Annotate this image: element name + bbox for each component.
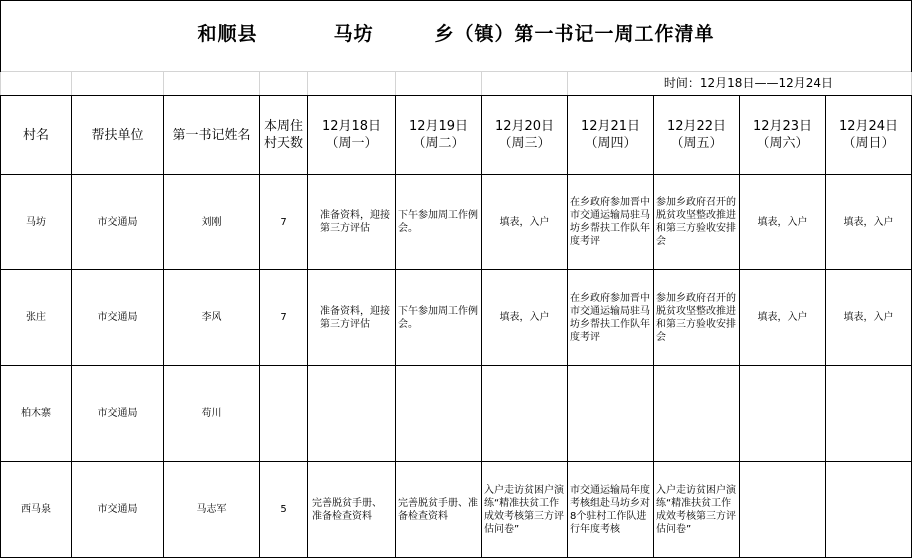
day-5-cell: [654, 175, 740, 270]
day-4-text: 在乡政府参加晋中市交通运输局驻马坊乡帮扶工作队年度考评: [570, 292, 650, 343]
header-day-6: [740, 96, 826, 175]
day-4-cell: [568, 270, 654, 366]
spacer-cell: [482, 72, 568, 96]
title-cell: [1, 1, 912, 72]
spacer-cell: [396, 72, 482, 96]
header-day-5: [654, 96, 740, 175]
day-4-cell: [568, 175, 654, 270]
day-1-text: 完善脱贫手册、准备检查资料: [312, 497, 382, 522]
unit-cell: 市交通局: [72, 175, 164, 270]
sheet-title: 和顺县 马坊 乡（镇）第一书记一周工作清单: [197, 23, 715, 45]
header-text: （周三）: [498, 136, 551, 151]
unit-cell: 市交通局: [72, 366, 164, 462]
spacer-cell: [164, 72, 260, 96]
days-cell: 5: [260, 462, 308, 558]
day-2-text: 完善脱贫手册、准备检查资料: [398, 497, 478, 522]
day-2-cell: [396, 175, 482, 270]
table-row: [1, 366, 912, 462]
header-days: [260, 96, 308, 175]
header-text: 12月21日: [580, 119, 641, 134]
day-1-cell: [308, 366, 396, 462]
village-cell: 张庄: [1, 270, 72, 366]
header-unit: [72, 96, 164, 175]
day-1-text: 准备资料，迎接第三方评估: [320, 305, 390, 330]
day-1-text: 准备资料，迎接第三方评估: [320, 210, 390, 234]
day-3-text: 入户走访贫困户演练“精准扶贫工作成效考核第三方评估问卷”: [484, 484, 564, 535]
header-text: 12月22日: [666, 119, 727, 134]
day-2-cell: [396, 366, 482, 462]
spacer-cell: [260, 72, 308, 96]
day-5-text: 参加乡政府召开的脱贫攻坚整改推进和第三方验收安排会: [656, 197, 736, 247]
day-4-text: 市交通运输局年度考核组赴马坊乡对8个驻村工作队进行年度考核: [570, 484, 650, 535]
day-4-text: 在乡政府参加晋中市交通运输局驻马坊乡帮扶工作队年度考评: [570, 197, 650, 247]
day-5-text: 参加乡政府召开的脱贫攻坚整改推进和第三方验收安排会: [656, 292, 736, 343]
day-2-cell: [396, 270, 482, 366]
day-5-cell: [654, 366, 740, 462]
header-text: 12月20日: [494, 119, 555, 134]
header-text: 12月24日: [838, 119, 899, 134]
day-6-cell: 填表，入户: [740, 270, 826, 366]
village-cell: 西马泉: [1, 462, 72, 558]
header-text: 第一书记姓名: [172, 127, 251, 143]
time-range: 时间：12月18日——12月24日: [663, 76, 833, 90]
day-2-text: 下午参加周工作例会。: [398, 210, 478, 234]
day-4-cell: [568, 366, 654, 462]
secretary-cell: 刘刚: [164, 175, 260, 270]
day-1-cell: [308, 462, 396, 558]
secretary-cell: 李风: [164, 270, 260, 366]
village-cell: 柏木寨: [1, 366, 72, 462]
day-7-cell: 填表，入户: [826, 270, 912, 366]
header-text: 12月23日: [752, 119, 813, 134]
header-text: 本周住: [263, 119, 303, 134]
header-secretary: [164, 96, 260, 175]
header-village: [1, 96, 72, 175]
day-4-cell: [568, 462, 654, 558]
header-text: 村名: [22, 127, 49, 143]
day-2-cell: [396, 462, 482, 558]
header-row: [1, 96, 912, 175]
days-cell: 7: [260, 175, 308, 270]
header-day-7: [826, 96, 912, 175]
time-range-cell: [568, 72, 912, 96]
day-3-cell: [482, 462, 568, 558]
header-text: 村天数: [263, 136, 303, 151]
header-day-2: [396, 96, 482, 175]
spacer-cell: [308, 72, 396, 96]
day-1-cell: [308, 175, 396, 270]
unit-cell: 市交通局: [72, 270, 164, 366]
table-row: [1, 462, 912, 558]
days-cell: 7: [260, 270, 308, 366]
unit-cell: 市交通局: [72, 462, 164, 558]
day-5-cell: [654, 270, 740, 366]
header-text: （周一）: [325, 136, 378, 151]
day-5-text: 入户走访贫困户演练“精准扶贫工作成效考核第三方评估问卷”: [656, 484, 736, 535]
header-text: 12月19日: [408, 119, 469, 134]
header-text: （周二）: [412, 136, 465, 151]
day-7-cell: 填表，入户: [826, 175, 912, 270]
header-text: （周六）: [756, 136, 809, 151]
day-3-cell: [482, 366, 568, 462]
header-day-1: [308, 96, 396, 175]
day-1-cell: [308, 270, 396, 366]
days-cell: [260, 366, 308, 462]
day-7-cell: [826, 366, 912, 462]
day-2-text: 下午参加周工作例会。: [398, 305, 478, 330]
secretary-cell: 苟川: [164, 366, 260, 462]
table-row: [1, 270, 912, 366]
header-text: 帮扶单位: [91, 127, 144, 143]
day-6-cell: [740, 366, 826, 462]
header-day-4: [568, 96, 654, 175]
day-5-cell: [654, 462, 740, 558]
header-text: 12月18日: [321, 119, 382, 134]
table-row: [1, 175, 912, 270]
day-6-cell: [740, 462, 826, 558]
spacer-cell: [72, 72, 164, 96]
header-text: （周日）: [842, 136, 895, 151]
day-3-cell: 填表，入户: [482, 270, 568, 366]
header-day-3: [482, 96, 568, 175]
spacer-cell: [1, 72, 72, 96]
header-text: （周五）: [670, 136, 723, 151]
day-3-cell: 填表，入户: [482, 175, 568, 270]
day-6-cell: 填表，入户: [740, 175, 826, 270]
day-7-cell: [826, 462, 912, 558]
secretary-cell: 马志军: [164, 462, 260, 558]
village-cell: 马坊: [1, 175, 72, 270]
header-text: （周四）: [584, 136, 637, 151]
